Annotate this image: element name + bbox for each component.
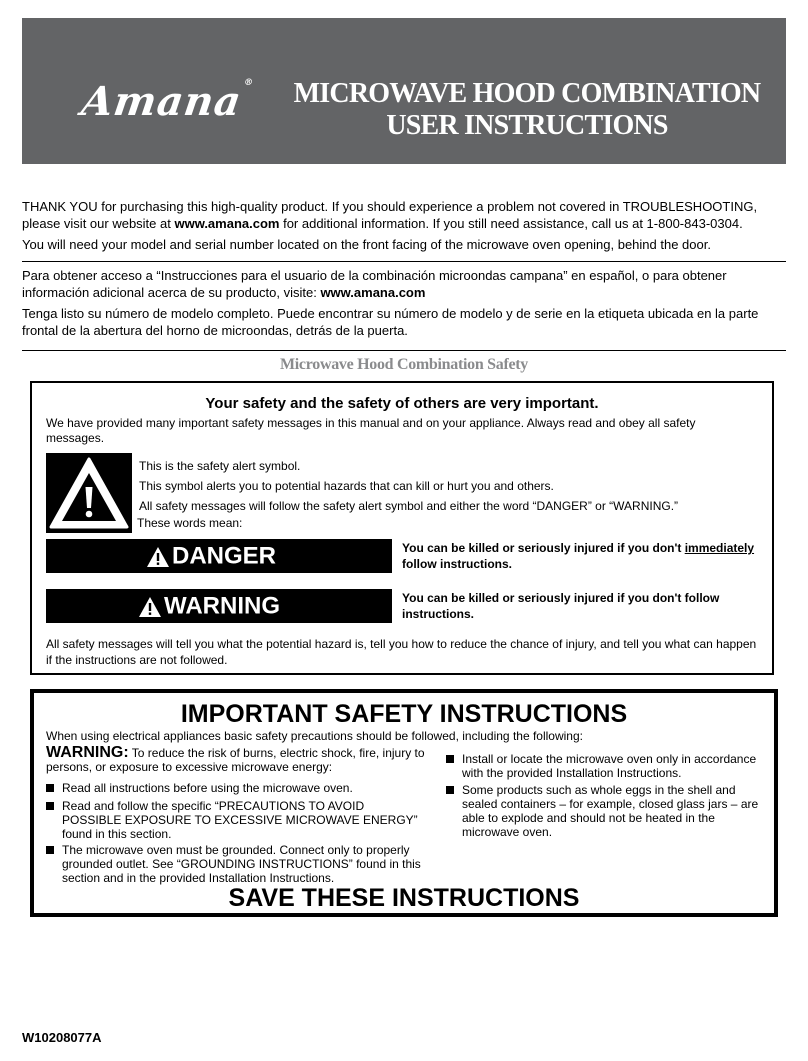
list-item-text: The microwave oven must be grounded. Connect only to properly grounded outlet. See “GROUNDING INSTRUCTIONS” found in this section and in the provided Installation Instructions. (62, 843, 421, 885)
bullet-icon (446, 755, 454, 763)
danger-text: You can be killed or seriously injured if you don't (402, 541, 685, 555)
warning-triangle-icon (46, 453, 132, 533)
bullet-icon (46, 802, 54, 810)
spanish-model-number: Tenga listo su número de modelo completo. Puede encontrar su número de modelo y de serie en la etiqueta ubicada en la parte frontal de la abertura del horno de microondas, detrás de la puerta. (22, 306, 759, 338)
safety-closing: All safety messages will tell you what the potential hazard is, tell you how to reduce the chance of injury, and tell you what can happen if the instructions are not followed. (46, 637, 757, 667)
danger-alert-icon (146, 546, 170, 568)
symbol-text-3: All safety messages will follow the safety alert symbol and either the word “DANGER” or “WARNING.” (139, 499, 679, 513)
danger-text-emphasis: immediately (684, 541, 755, 555)
danger-description (402, 540, 772, 572)
danger-signal-word (46, 539, 392, 573)
intro-text-end: for additional information. If you still need assistance, call us at 1-800-843-0304. (279, 216, 743, 231)
header-banner (22, 18, 786, 164)
spanish-website-link[interactable]: www.amana.com (320, 285, 426, 300)
symbol-text-2: This symbol alerts you to potential hazards that can kill or hurt you and others. (139, 479, 554, 493)
save-instructions: SAVE THESE INSTRUCTIONS (228, 884, 580, 912)
bullet-icon (46, 784, 54, 792)
warning-word: WARNING (164, 592, 280, 620)
intro-thank-you (22, 198, 772, 232)
list-item (446, 783, 766, 839)
list-item-text: Install or locate the microwave oven only in accordance with the provided Installation Instructions. (462, 752, 757, 780)
title-line-1: MICROWAVE HOOD COMBINATION (293, 78, 761, 109)
important-title: IMPORTANT SAFETY INSTRUCTIONS (180, 700, 628, 728)
intro-model-number: You will need your model and serial number located on the front facing of the microwave oven opening, behind the door. (22, 237, 711, 252)
warning-label: WARNING: (46, 744, 129, 761)
symbol-text-4: These words mean: (137, 516, 243, 530)
warning-statement-text: To reduce the risk of burns, electric shock, fire, injury to persons, or exposure to excessive microwave energy: (46, 746, 425, 774)
list-item-text: Some products such as whole eggs in the shell and sealed containers – for example, closed glass jars – are able to explode and should not be heated in the microwave oven. (462, 783, 759, 839)
registered-mark: ® (243, 78, 255, 88)
bullet-icon (46, 846, 54, 854)
warning-signal-word (46, 589, 392, 623)
warning-alert-icon (138, 596, 162, 618)
safety-message-box (30, 381, 774, 675)
list-item (46, 843, 426, 885)
danger-word: DANGER (172, 542, 277, 570)
list-item (46, 799, 426, 841)
website-link[interactable]: www.amana.com (174, 216, 280, 231)
safety-heading: Your safety and the safety of others are very important. (205, 395, 599, 412)
list-item-text: Read all instructions before using the microwave oven. (62, 781, 353, 795)
spanish-intro (22, 267, 772, 301)
section-title: Microwave Hood Combination Safety (279, 356, 528, 373)
danger-text-end: follow instructions. (402, 557, 512, 571)
title-line-2: USER INSTRUCTIONS (386, 110, 668, 141)
list-item-text: Read and follow the specific “PRECAUTIONS TO AVOID POSSIBLE EXPOSURE TO EXCESSIVE MICROWAVE ENERGY” found in this section. (62, 799, 418, 841)
bullet-icon (446, 786, 454, 794)
important-subtitle: When using electrical appliances basic safety precautions should be followed, including the following: (46, 729, 583, 743)
intro-text: THANK YOU for purchasing this high-quality product. If you should experience a problem not covered in TROUBLESHOOTING, please visit our website at (22, 199, 758, 231)
document-title (292, 78, 762, 142)
warning-statement (46, 746, 436, 774)
symbol-text-1: This is the safety alert symbol. (139, 459, 301, 473)
safety-intro: We have provided many important safety messages in this manual and on your appliance. Always read and obey all safety messages. (46, 416, 696, 445)
important-safety-box (30, 689, 778, 917)
safety-alert-symbol (46, 453, 132, 533)
spanish-intro-text: Para obtener acceso a “Instrucciones para el usuario de la combinación microondas campana” en español, o para obtener información adicional acerca de su producto, visite: (22, 268, 727, 300)
list-item (46, 781, 426, 795)
part-number: W10208077A (22, 1030, 102, 1045)
divider (22, 261, 786, 262)
warning-description: You can be killed or seriously injured if you don't follow instructions. (402, 591, 720, 621)
divider (22, 350, 786, 351)
logo-text: Amana (78, 78, 245, 125)
list-item (446, 752, 766, 780)
amana-logo (79, 78, 255, 125)
